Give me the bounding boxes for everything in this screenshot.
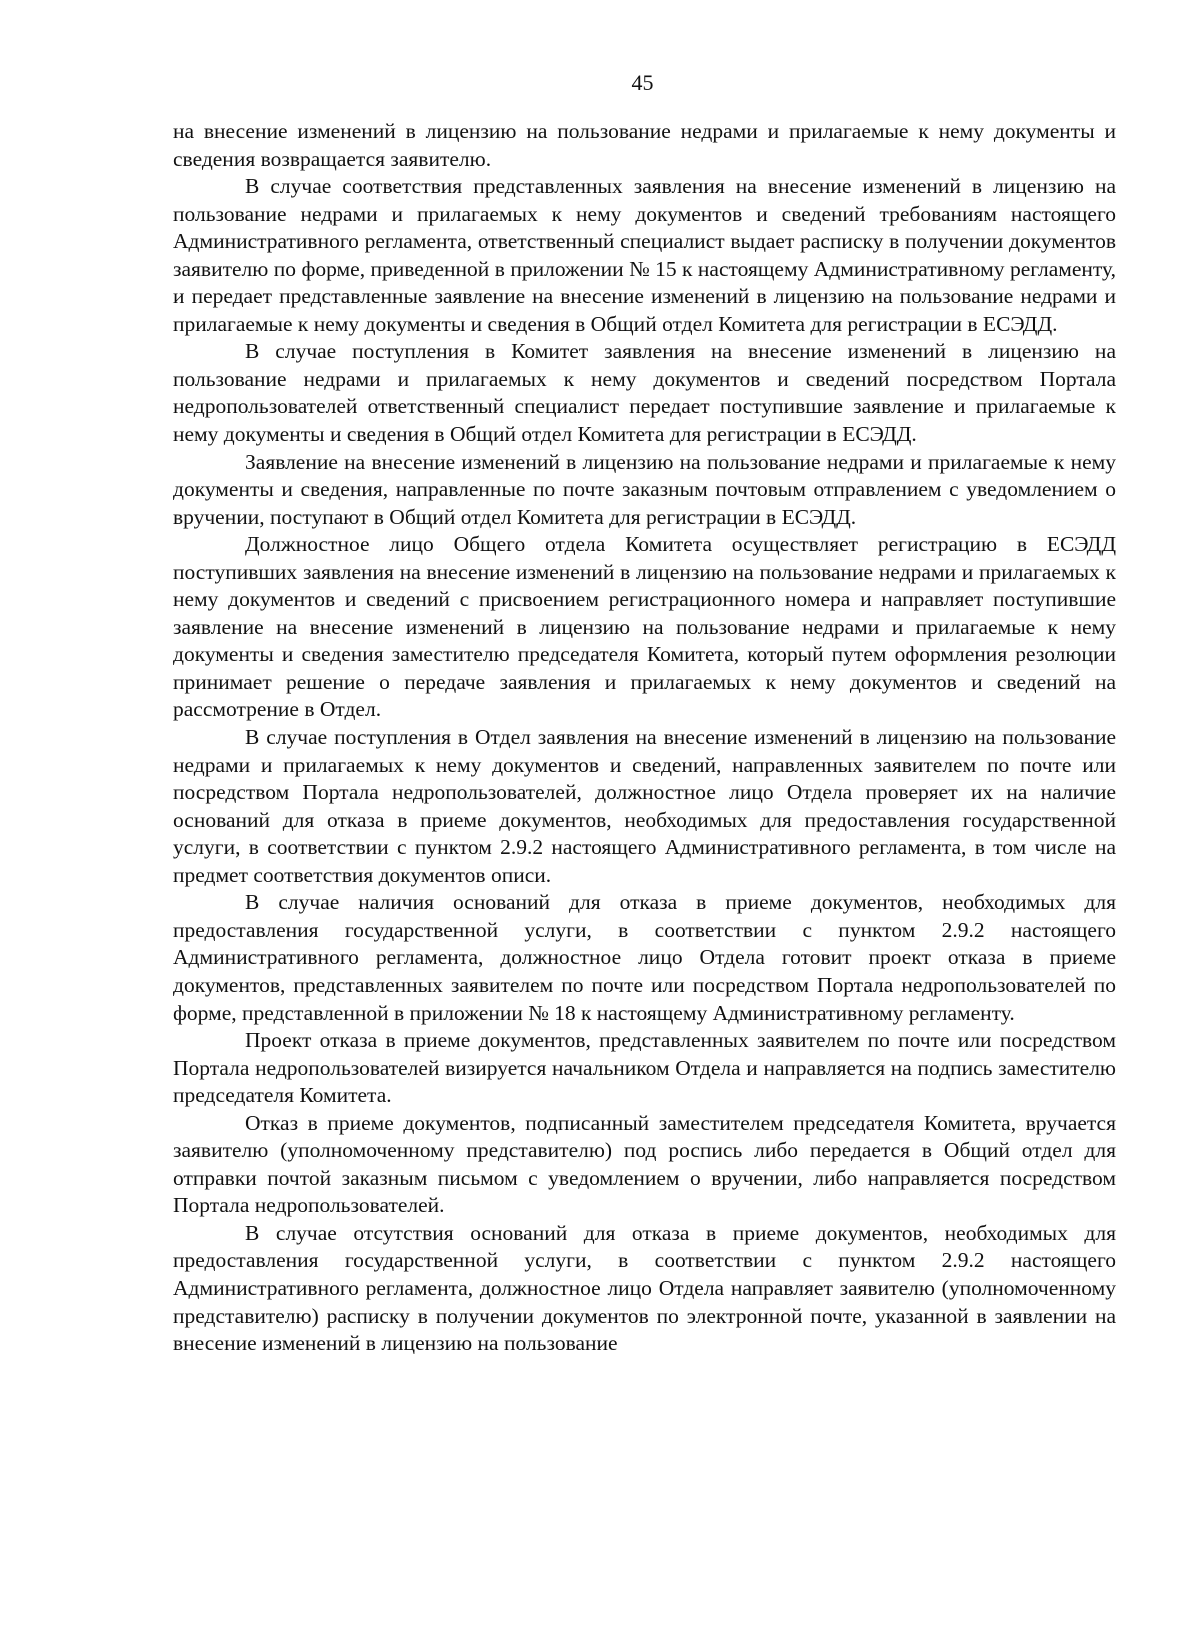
paragraph: на внесение изменений в лицензию на пользование недрами и прилагаемые к нему документы и сведения возвращается заявителю.: [173, 119, 1116, 171]
paragraph: В случае отсутствия оснований для отказа в приеме документов, необходимых для предоставления государственной услуги, в соответствии с пунктом 2.9.2 настоящего Административного регламента, должностное лицо Отдела направляет заявителю (уполномоченному представителю) расписку в получении документов по электронной почте, указанной в заявлении на внесение изменений в лицензию на пользование: [173, 1220, 1116, 1356]
paragraph: В случае поступления в Комитет заявления на внесение изменений в лицензию на пользование недрами и прилагаемых к нему документов и сведений посредством Портала недропользователей ответственный специалист передает поступившие заявление и прилагаемые к нему документы и сведения в Общий отдел Комитета для регистрации в ЕСЭДД.: [173, 339, 1116, 447]
paragraph: В случае соответствия представленных заявления на внесение изменений в лицензию на пользование недрами и прилагаемых к нему документов и сведений требованиям настоящего Административного регламента, ответственный специалист выдает расписку в получении документов заявителю по форме, приведенной в приложении № 15 к настоящему Административному регламенту, и передает представленные заявление на внесение изменений в лицензию на пользование недрами и прилагаемые к нему документы и сведения в Общий отдел Комитета для регистрации в ЕСЭДД.: [173, 174, 1116, 336]
document-body: [173, 118, 1116, 1358]
paragraph: Отказ в приеме документов, подписанный заместителем председателя Комитета, вручается заявителю (уполномоченному представителю) под роспись либо передается в Общий отдел для отправки почтой заказным письмом с уведомлением о вручении, либо направляется посредством Портала недропользователей.: [173, 1110, 1116, 1218]
paragraph: В случае поступления в Отдел заявления на внесение изменений в лицензию на пользование недрами и прилагаемых к нему документов и сведений, направленных заявителем по почте или посредством Портала недропользователей, должностное лицо Отдела проверяет их на наличие оснований для отказа в приеме документов, необходимых для предоставления государственной услуги, в соответствии с пунктом 2.9.2 настоящего Административного регламента, в том числе на предмет соответствия документов описи.: [173, 725, 1116, 887]
paragraph: Должностное лицо Общего отдела Комитета осуществляет регистрацию в ЕСЭДД поступивших заявления на внесение изменений в лицензию на пользование недрами и прилагаемых к нему документов и сведений с присвоением регистрационного номера и направляет поступившие заявление на внесение изменений в лицензию на пользование недрами и прилагаемые к нему документы и сведения заместителю председателя Комитета, который путем оформления резолюции принимает решение о передаче заявления и прилагаемых к нему документов и сведений на рассмотрение в Отдел.: [173, 532, 1116, 722]
paragraph: Проект отказа в приеме документов, представленных заявителем по почте или посредством Портала недропользователей визируется начальником Отдела и направляется на подпись заместителю председателя Комитета.: [173, 1028, 1116, 1108]
paragraph: Заявление на внесение изменений в лицензию на пользование недрами и прилагаемые к нему документы и сведения, направленные по почте заказным почтовым отправлением с уведомлением о вручении, поступают в Общий отдел Комитета для регистрации в ЕСЭДД.: [173, 449, 1116, 529]
page-number: 45: [631, 70, 654, 95]
paragraph: В случае наличия оснований для отказа в приеме документов, необходимых для предоставления государственной услуги, в соответствии с пунктом 2.9.2 настоящего Административного регламента, должностное лицо Отдела готовит проект отказа в приеме документов, представленных заявителем по почте или посредством Портала недропользователей по форме, представленной в приложении № 18 к настоящему Административному регламенту.: [173, 890, 1116, 1025]
